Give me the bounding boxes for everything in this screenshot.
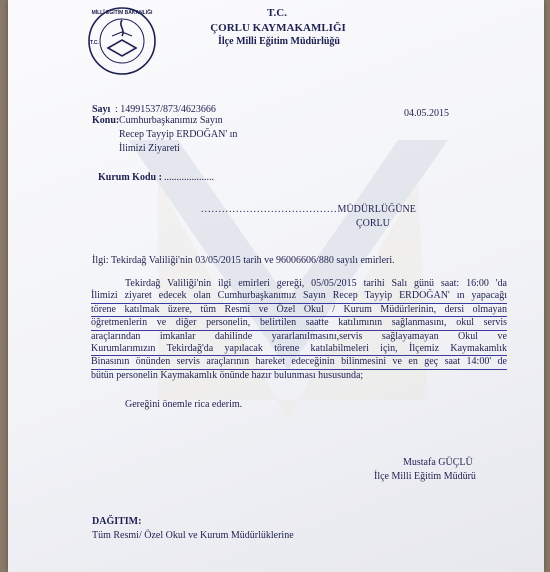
ministry-seal-logo [82,6,174,76]
distribution-line: Tüm Resmi/ Özel Okul ve Kurum Müdürlüklerine [92,530,294,541]
directorate-heading: İlçe Milli Eğitim Müdürlüğü [218,36,340,47]
svg-text:T.C.: T.C. [90,40,99,46]
konu-label: Konu: [92,115,120,126]
body-line: araçlarından imkanlar dahilinde yararlanılmasını,servis sağlayamayan Okul ve [91,330,507,342]
recipient-title: MÜDÜRLÜĞÜNE [337,204,416,215]
recipient-dots: ....................................... [201,204,338,215]
signer-name: Mustafa GÜÇLÜ [403,457,473,468]
konu-line-3: İlimizi Ziyareti [119,143,180,154]
distribution-label: DAĞITIM: [92,516,142,527]
body-line: bütün personelin Kaymakamlık önünde hazır bulunması hususunda; [91,369,364,381]
recipient-city: ÇORLU [356,218,390,229]
kurum-kodu-label: Kurum Kodu : [98,172,162,183]
sayi-value: : 14991537/873/4623666 [115,104,216,115]
letter-page [8,0,544,572]
signer-title: İlçe Milli Eğitim Müdürü [374,471,476,482]
recipient-line [201,204,416,215]
sayi-label: Sayı [92,104,111,115]
body-line: İlimizi ziyaret edecek olan Cumhurbaşkanımız Sayın Recep Tayyip ERDOĞAN' ın yapacağı [91,290,507,303]
kurum-kodu-value: .................... [164,172,214,183]
closing-line: Gereğini önemle rica ederim. [125,399,243,410]
body-line: Binasının önünden servis araçlarının hareket edeceğinin bilinmesini ve en geç saat 14:00' de [91,356,507,369]
reference-line: İlgi: Tekirdağ Valiliği'nin 03/05/2015 tarih ve 96006606/880 sayılı emirleri. [92,255,395,266]
tc-heading: T.C. [267,7,287,19]
svg-text:MİLLÎ EĞİTİM BAKANLIĞI: MİLLÎ EĞİTİM BAKANLIĞI [91,10,153,16]
body-line: Kurumlarımızın Tekirdağ'da yapılacak törene katılabilmeleri için, İlçemiz Kaymakamlık [91,343,507,356]
body-line: törene katılmak üzere, tüm Resmi ve Özel Okul / Kurum Müdürlerinin, dersi olmayan [91,304,507,317]
letter-body [91,278,507,382]
letter-date: 04.05.2015 [404,108,449,119]
body-line: Tekirdağ Valiliği'nin ilgi emirleri gereği, 05/05/2015 tarihi Salı günü saat: 16:00 'da [125,278,507,289]
office-heading: ÇORLU KAYMAKAMLIĞI [210,22,346,34]
konu-line-2: Recep Tayyip ERDOĞAN' ın [119,129,238,140]
body-line: öğretmenlerin ve diğer personelin, belirtilen saatte katılımının sağlanmasını, okul servis [91,317,507,330]
konu-line-1: Cumhurbaşkanımız Sayın [119,115,223,126]
